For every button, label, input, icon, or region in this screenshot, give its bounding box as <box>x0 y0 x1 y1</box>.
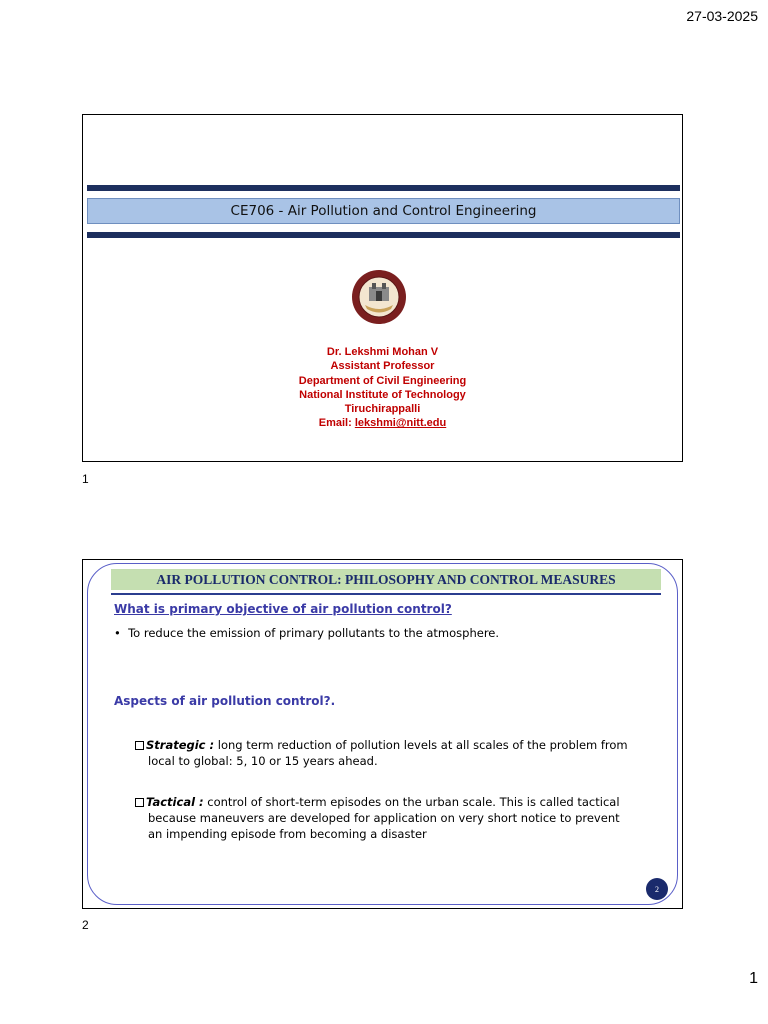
tactical-text-line1: control of short-term episodes on the urban scale. This is called tactical <box>203 795 620 809</box>
email-label: Email: <box>318 417 355 430</box>
author-city: Tiruchirappalli <box>344 403 421 416</box>
slide-1-number: 1 <box>82 472 89 486</box>
tactical-text-line3: an impending episode from becoming a disaster <box>148 827 427 841</box>
print-date: 27-03-2025 <box>686 8 758 24</box>
bullet-text: To reduce the emission of primary pollutants to the atmosphere. <box>128 626 500 640</box>
question-primary-objective: What is primary objective of air pollution control? <box>114 602 452 616</box>
tactical-term: Tactical : <box>146 795 204 809</box>
slide-1-title: CE706 - Air Pollution and Control Engineering <box>87 198 680 224</box>
author-details <box>83 345 682 431</box>
slide-1 <box>82 114 683 462</box>
bullet-dot-icon: • <box>114 626 129 640</box>
email-link[interactable]: lekshmi@nitt.edu <box>354 417 447 430</box>
checkbox-bullet-icon <box>135 741 144 750</box>
slide-2-number: 2 <box>82 918 89 932</box>
slide-2-title: AIR POLLUTION CONTROL: PHILOSOPHY AND CONTROL MEASURES <box>111 569 661 590</box>
strategic-text-line1: long term reduction of pollution levels at all scales of the problem from <box>214 738 628 752</box>
bullet-item <box>114 626 499 640</box>
institute-seal-logo <box>351 269 407 325</box>
title-underline-rule <box>111 593 661 595</box>
author-position: Assistant Professor <box>330 360 435 373</box>
tactical-item <box>135 794 665 842</box>
slide-number-badge: 2 <box>646 878 668 900</box>
author-institute: National Institute of Technology <box>299 388 466 401</box>
author-name: Dr. Lekshmi Mohan V <box>326 346 439 358</box>
page-number: 1 <box>749 970 758 987</box>
author-department: Department of Civil Engineering <box>298 374 467 387</box>
strategic-term: Strategic : <box>146 738 215 752</box>
bottom-divider-bar <box>87 232 680 238</box>
checkbox-bullet-icon <box>135 798 144 807</box>
tactical-text-line2: because maneuvers are developed for application on very short notice to prevent <box>148 811 620 825</box>
slide-2 <box>82 559 683 909</box>
question-aspects: Aspects of air pollution control?. <box>114 694 336 708</box>
author-email-line <box>83 416 682 430</box>
strategic-item <box>135 737 665 769</box>
top-divider-bar <box>87 185 680 191</box>
strategic-text-line2: local to global: 5, 10 or 15 years ahead. <box>148 754 378 768</box>
